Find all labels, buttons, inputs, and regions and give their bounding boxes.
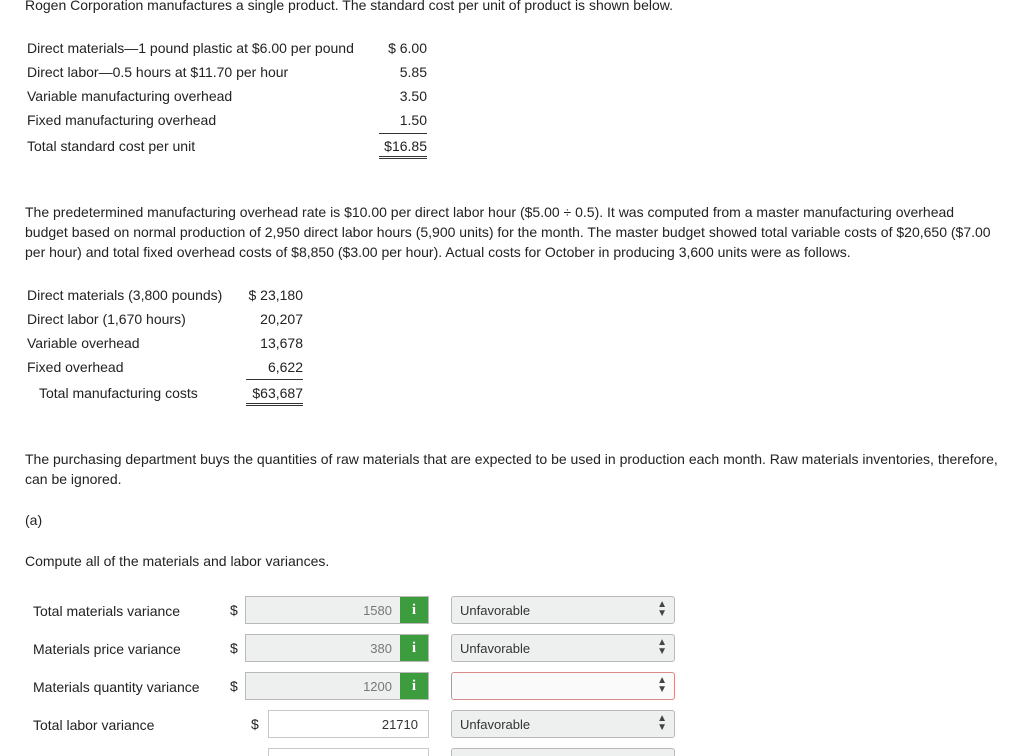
std-row-label: Variable manufacturing overhead bbox=[27, 88, 233, 104]
input-value: 1580 bbox=[363, 603, 392, 618]
next-variance-select[interactable] bbox=[451, 748, 675, 756]
dollar-sign: $ bbox=[251, 716, 259, 732]
input-value: 1200 bbox=[363, 679, 392, 694]
info-icon[interactable]: i bbox=[400, 673, 428, 699]
std-row-label: Direct materials—1 pound plastic at $6.00 per pound bbox=[27, 40, 354, 56]
materials-price-variance-input[interactable] bbox=[245, 634, 429, 662]
variance-label: Total materials variance bbox=[33, 603, 181, 619]
actual-row-label: Variable overhead bbox=[27, 335, 140, 351]
input-value: 21710 bbox=[381, 717, 418, 732]
dollar-sign: $ bbox=[230, 678, 238, 694]
select-arrows-icon: ▲ ▼ bbox=[657, 675, 667, 695]
materials-quantity-variance-select[interactable] bbox=[451, 672, 675, 700]
info-icon[interactable]: i bbox=[400, 597, 428, 623]
actual-row-amount: 6,622 bbox=[246, 359, 303, 380]
select-value: Unfavorable bbox=[460, 641, 531, 656]
std-row-amount: 5.85 bbox=[399, 64, 427, 80]
select-value: Unfavorable bbox=[460, 603, 531, 618]
instruction-text: Compute all of the materials and labor variances. bbox=[25, 553, 330, 569]
select-arrows-icon: ▲ ▼ bbox=[657, 599, 667, 619]
input-value: 380 bbox=[370, 641, 392, 656]
std-total-label: Total standard cost per unit bbox=[27, 138, 196, 154]
actual-row-amount: 13,678 bbox=[260, 335, 303, 351]
variance-label: Materials price variance bbox=[33, 641, 181, 657]
std-total-amount: $16.85 bbox=[379, 138, 427, 159]
intro-text: Rogen Corporation manufactures a single product. The standard cost per unit of product is shown below. bbox=[25, 0, 674, 13]
actual-row-label: Direct labor (1,670 hours) bbox=[27, 311, 186, 327]
part-label: (a) bbox=[25, 512, 43, 528]
std-row-amount: 3.50 bbox=[399, 88, 427, 104]
next-variance-input[interactable] bbox=[268, 748, 429, 756]
std-row-amount: $ 6.00 bbox=[388, 40, 427, 56]
select-arrows-icon: ▲ ▼ bbox=[657, 637, 667, 657]
dollar-sign: $ bbox=[230, 602, 238, 618]
std-row-amount: 1.50 bbox=[379, 112, 427, 134]
materials-price-variance-select[interactable] bbox=[451, 634, 675, 662]
variance-label: Materials quantity variance bbox=[33, 679, 200, 695]
info-icon[interactable]: i bbox=[400, 635, 428, 661]
total-labor-variance-input[interactable] bbox=[268, 710, 429, 738]
actual-total-amount: $63,687 bbox=[246, 385, 303, 406]
overhead-paragraph: The predetermined manufacturing overhead rate is $10.00 per direct labor hour ($5.00 ÷ 0.5). It was computed from a master manufacturing overhead budget based on normal production of 2,950 direct labor hours (5,900 units) for the month. The master budget showed total variable costs of $20,650 ($7.00 per hour) and total fixed overhead costs of $8,850 ($3.00 per hour). Actual costs for October in producing 3,600 units were as follows. bbox=[25, 204, 991, 260]
purchasing-paragraph: The purchasing department buys the quantities of raw materials that are expected to be used in production each month. Raw materials inventories, therefore, can be ignored. bbox=[25, 451, 998, 487]
total-materials-variance-input[interactable] bbox=[245, 596, 429, 624]
total-labor-variance-select[interactable] bbox=[451, 710, 675, 738]
select-arrows-icon: ▲ ▼ bbox=[657, 713, 667, 733]
select-value: Unfavorable bbox=[460, 717, 531, 732]
actual-row-amount: 20,207 bbox=[260, 311, 303, 327]
variance-label: Total labor variance bbox=[33, 717, 155, 733]
actual-row-amount: $ 23,180 bbox=[248, 287, 303, 303]
dollar-sign: $ bbox=[230, 640, 238, 656]
actual-total-label: Total manufacturing costs bbox=[39, 385, 198, 401]
total-materials-variance-select[interactable] bbox=[451, 596, 675, 624]
std-row-label: Fixed manufacturing overhead bbox=[27, 112, 217, 128]
actual-row-label: Direct materials (3,800 pounds) bbox=[27, 287, 223, 303]
actual-row-label: Fixed overhead bbox=[27, 359, 124, 375]
std-row-label: Direct labor—0.5 hours at $11.70 per hour bbox=[27, 64, 289, 80]
materials-quantity-variance-input[interactable] bbox=[245, 672, 429, 700]
